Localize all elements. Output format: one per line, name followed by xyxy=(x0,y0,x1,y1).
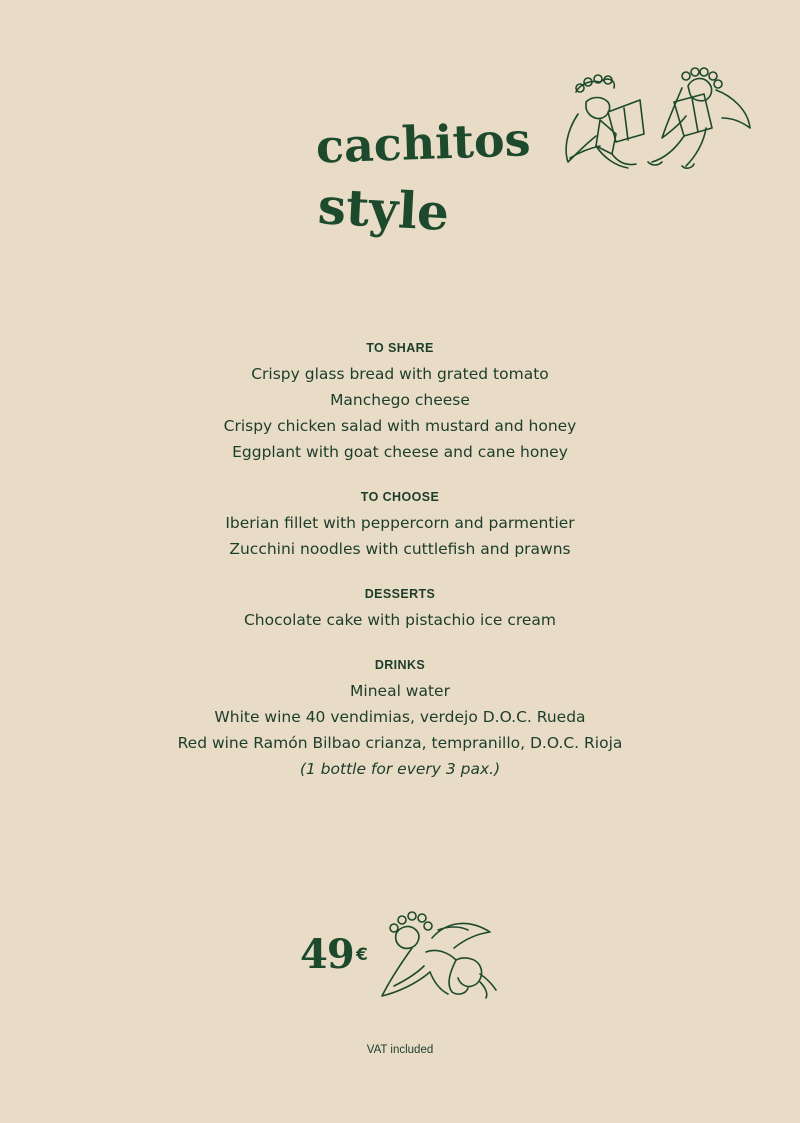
menu-item: Mineal water xyxy=(350,682,450,700)
section-title: TO SHARE xyxy=(366,341,434,355)
menu-item: Eggplant with goat cheese and cane honey xyxy=(232,443,568,461)
angel-reclining-icon xyxy=(376,908,502,1004)
section-title: DRINKS xyxy=(374,658,426,672)
menu-item: White wine 40 vendimias, verdejo D.O.C. Rueda xyxy=(214,708,586,726)
menu-item: Zucchini noodles with cuttlefish and prawns xyxy=(229,540,571,558)
menu-item: Crispy chicken salad with mustard and honey xyxy=(223,417,577,435)
section-to-share xyxy=(0,338,800,465)
menu-sections xyxy=(0,338,800,804)
section-desserts xyxy=(0,584,800,633)
section-to-choose xyxy=(0,487,800,562)
vat-note: VAT included xyxy=(366,1044,434,1056)
drinks-note: (1 bottle for every 3 pax.) xyxy=(299,760,501,778)
section-title: TO CHOOSE xyxy=(360,490,440,504)
menu-item: Iberian fillet with peppercorn and parmentier xyxy=(225,514,575,532)
menu-item: Chocolate cake with pistachio ice cream xyxy=(243,611,557,629)
section-title: DESSERTS xyxy=(364,587,436,601)
brand-logo xyxy=(312,108,532,243)
logo-line-2: style xyxy=(316,176,451,242)
price-amount: 49 xyxy=(300,931,354,978)
menu-item: Manchego cheese xyxy=(330,391,470,409)
section-drinks xyxy=(0,655,800,782)
menu-item: Red wine Ramón Bilbao crianza, tempranillo, D.O.C. Rioja xyxy=(177,734,623,752)
menu-item: Crispy glass bread with grated tomato xyxy=(251,365,549,383)
angels-reading-icon xyxy=(556,62,754,180)
logo-line-1: cachitos xyxy=(314,112,532,174)
currency-symbol: € xyxy=(356,945,368,965)
